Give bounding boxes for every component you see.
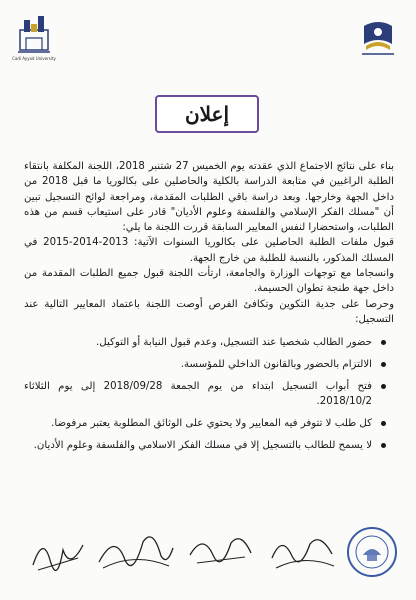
bullet-icon <box>381 362 386 367</box>
bullet-icon <box>381 421 386 426</box>
paragraph-4: وحرصا على جدية التكوين وتكافئ الفرص أوصت اللجنة باعتماد المعايير التالية عند التسجيل: <box>24 298 394 325</box>
signature-3 <box>185 525 255 575</box>
paragraph-3: وانسجاما مع توجهات الوزارة والجامعة، ارتأت اللجنة قبول جميع الطلبات المقدمة من داخل جهة طنجة تطوان الحسيمة. <box>24 268 394 295</box>
bullet-icon <box>381 340 386 345</box>
list-item: الالتزام بالحضور وبالقانون الداخلي للمؤسسة. <box>24 357 394 372</box>
left-logo-caption: Cadi Ayyad University <box>12 56 56 61</box>
signature-4 <box>268 528 338 576</box>
bullet-icon <box>381 384 386 389</box>
faculty-book-icon <box>356 14 400 58</box>
announcement-body <box>24 159 394 460</box>
announcement-title-box <box>155 95 259 133</box>
list-item: لا يسمح للطالب بالتسجيل إلا في مسلك الفكر الاسلامي والفلسفة وعلوم الأديان. <box>24 438 394 453</box>
list-item: فتح أبواب التسجيل ابتداء من يوم الجمعة 2018/09/28 إلى يوم الثلاثاء 2018/10/2. <box>24 379 394 409</box>
announcement-title: إعلان <box>184 102 230 126</box>
university-building-icon <box>14 10 54 56</box>
signature-1 <box>28 530 88 580</box>
official-stamp-icon <box>345 525 399 579</box>
paragraph-2: قبول ملفات الطلبة الحاصلين على بكالوريا السنوات الآتية: 2013-2014-2015 في المسلك المذكور، بالنسبة للطلبة من خارج الجهة. <box>24 237 394 264</box>
signature-2 <box>95 522 175 578</box>
criteria-list <box>24 335 394 453</box>
list-item: حضور الطالب شخصيا عند التسجيل، وعدم قبول النيابة أو التوكيل. <box>24 335 394 350</box>
bullet-icon <box>381 443 386 448</box>
list-item: كل طلب لا تتوفر فيه المعايير ولا يحتوي على الوثائق المطلوبة يعتبر مرفوضا. <box>24 416 394 431</box>
intro-paragraph: بناء على نتائج الاجتماع الذي عقدته يوم الخميس 27 شتنبر 2018، اللجنة المكلفة بانتقاء الطلبة الراغبين في متابعة الدراسة بالكلية والحاصلين على بكالوريا ما قبل 2018 من داخل الجهة وخارجها. وبعد دراسة باقي الطلبات المقدمة، ومراجعة لوائح التسجيل تبين أن "مسلك الفكر الإسلامي والفلسفة وعلوم الأديان" قادر على استيعاب قسم من هذه الطلبات، واستحضارا لنفس المعايير السابقة قررت اللجنة ما يلي: <box>24 161 394 234</box>
